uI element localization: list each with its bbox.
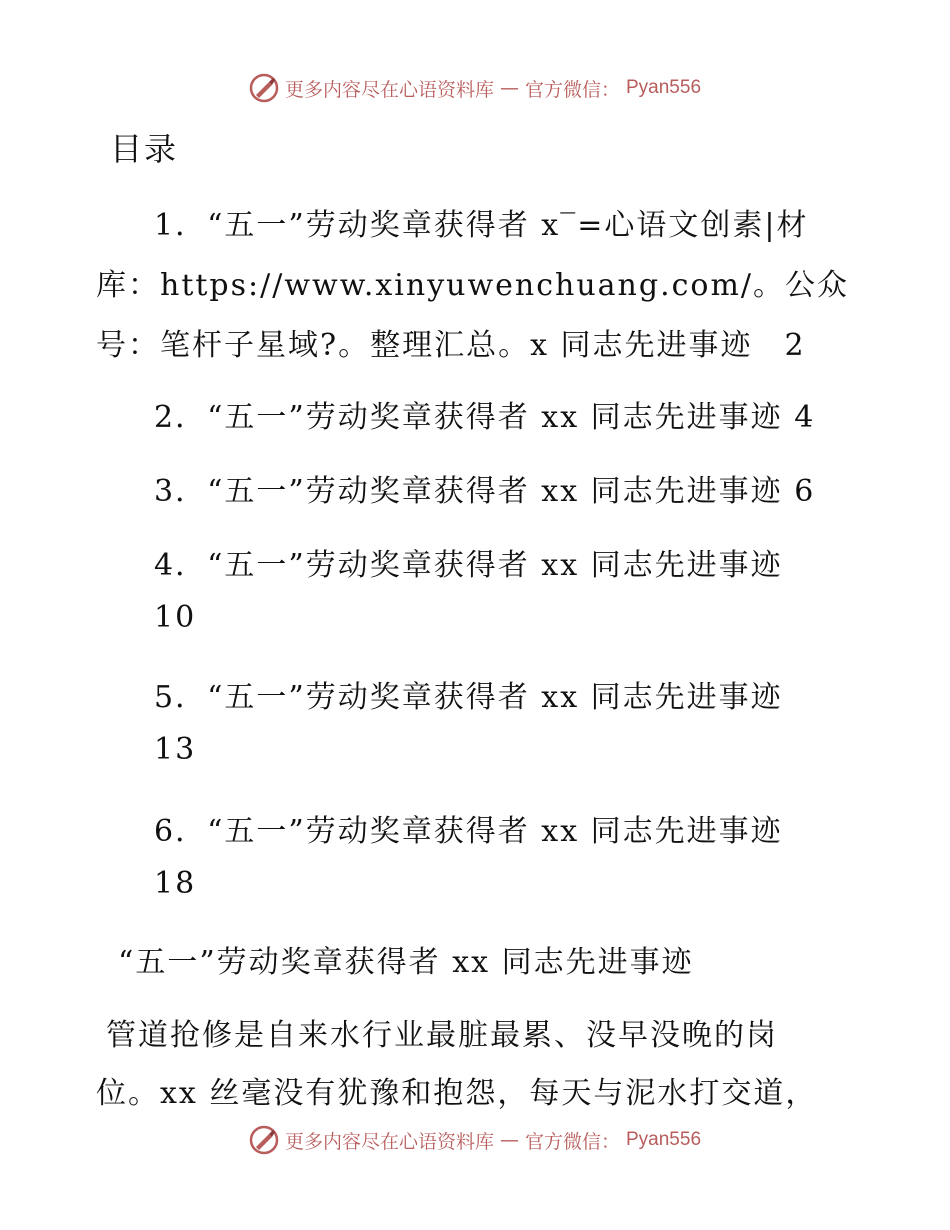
toc-entry-1-line-2: 库：https://www.xinyuwenchuang.com/。公众 (96, 268, 850, 303)
toc-entry-1-line-1: 1．“五一”劳动奖章获得者 x‾=心语文创素|材 (154, 208, 809, 243)
watermark-text: 更多内容尽在心语资料库 (284, 1130, 494, 1153)
pen-logo-icon (249, 1125, 279, 1155)
watermark-label: 官方微信： (524, 1130, 620, 1153)
body-line-2: 位。xx 丝毫没有犹豫和抱怨，每天与泥水打交道， (96, 1076, 818, 1111)
toc-entry-6-page: 18 (154, 866, 197, 901)
footer-watermark (0, 1125, 950, 1155)
watermark-label: 官方微信： (524, 78, 620, 101)
body-line-1: 管道抢修是自来水行业最脏最累、没早没晚的岗 (106, 1018, 778, 1053)
pen-logo-icon (249, 73, 279, 103)
toc-entry-4-line-1: 4．“五一”劳动奖章获得者 xx 同志先进事迹 (154, 548, 783, 583)
toc-entry-3: 3．“五一”劳动奖章获得者 xx 同志先进事迹 6 (154, 474, 816, 509)
watermark-id: Pyan556 (626, 1129, 702, 1150)
toc-entry-2: 2．“五一”劳动奖章获得者 xx 同志先进事迹 4 (154, 400, 816, 435)
watermark-dash: — (499, 77, 519, 99)
section-heading: “五一”劳动奖章获得者 xx 同志先进事迹 (118, 945, 694, 980)
toc-entry-5-line-1: 5．“五一”劳动奖章获得者 xx 同志先进事迹 (154, 680, 783, 715)
watermark-text: 更多内容尽在心语资料库 (284, 78, 494, 101)
header-watermark (0, 73, 950, 103)
toc-title: 目录 (110, 130, 179, 168)
watermark-dash: — (499, 1129, 519, 1151)
toc-entry-5-page: 13 (154, 732, 197, 767)
watermark-id: Pyan556 (626, 77, 702, 98)
toc-entry-1-line-3: 号：笔杆子星域?。整理汇总。x 同志先进事迹 2 (96, 328, 806, 363)
toc-entry-4-page: 10 (154, 600, 197, 635)
toc-entry-6-line-1: 6．“五一”劳动奖章获得者 xx 同志先进事迹 (154, 814, 783, 849)
